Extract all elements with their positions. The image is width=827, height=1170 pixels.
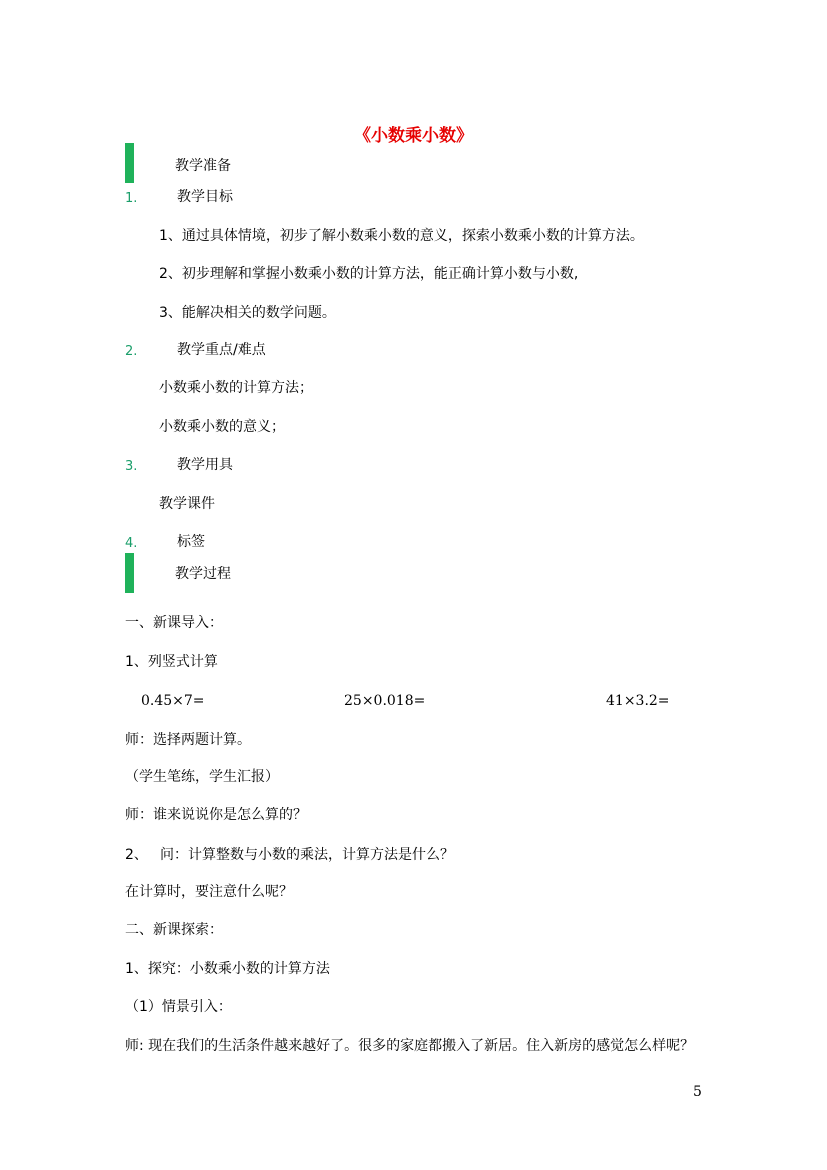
goal-text: 3、能解决相关的数学问题。 (159, 305, 336, 321)
step-text: 问：计算整数与小数的乘法，计算方法是什么？ (160, 847, 454, 863)
section-heading-process: 教学过程 (175, 566, 231, 582)
part-heading: 一、新课导入： (125, 615, 223, 631)
list-number: 3. (125, 459, 138, 474)
note-text: 在计算时，要注意什么呢？ (125, 884, 293, 900)
key-point-text: 小数乘小数的计算方法； (159, 380, 313, 396)
step-text: 1、探究：小数乘小数的计算方法 (125, 961, 330, 977)
teacher-line: 师：选择两题计算。 (125, 732, 251, 748)
step-text: 1、列竖式计算 (125, 654, 218, 670)
step-number: 2、 (125, 847, 148, 863)
document-title: 《小数乘小数》 (354, 126, 473, 146)
list-number: 4. (125, 536, 138, 551)
section-heading-teaching-prep: 教学准备 (175, 158, 231, 174)
part-heading: 二、新课探索： (125, 922, 223, 938)
teacher-line: 师：谁来说说你是怎么算的？ (125, 807, 307, 823)
student-line: （学生笔练，学生汇报） (125, 769, 279, 785)
list-item-label: 教学重点/难点 (177, 342, 266, 358)
page-number: 5 (693, 1084, 702, 1100)
sub-step-text: （1）情景引入： (125, 999, 232, 1015)
section-marker-bar (125, 143, 134, 183)
tools-text: 教学课件 (159, 496, 215, 512)
key-point-text: 小数乘小数的意义； (159, 419, 285, 435)
calc-problem: 25×0.018= (344, 693, 426, 709)
teacher-line: 师: 现在我们的生活条件越来越好了。很多的家庭都搬入了新居。住入新房的感觉怎么样呢？ (125, 1038, 695, 1054)
list-item-label: 教学目标 (177, 189, 233, 205)
goal-text: 2、初步理解和掌握小数乘小数的计算方法，能正确计算小数与小数, (159, 266, 579, 282)
calc-problem: 0.45×7= (141, 693, 205, 709)
list-number: 1. (125, 191, 138, 206)
calc-problem: 41×3.2= (606, 693, 670, 709)
list-item-label: 标签 (177, 534, 205, 550)
goal-text: 1、通过具体情境，初步了解小数乘小数的意义，探索小数乘小数的计算方法。 (159, 228, 644, 244)
list-item-label: 教学用具 (177, 457, 233, 473)
list-number: 2. (125, 344, 138, 359)
section-marker-bar (125, 553, 134, 593)
